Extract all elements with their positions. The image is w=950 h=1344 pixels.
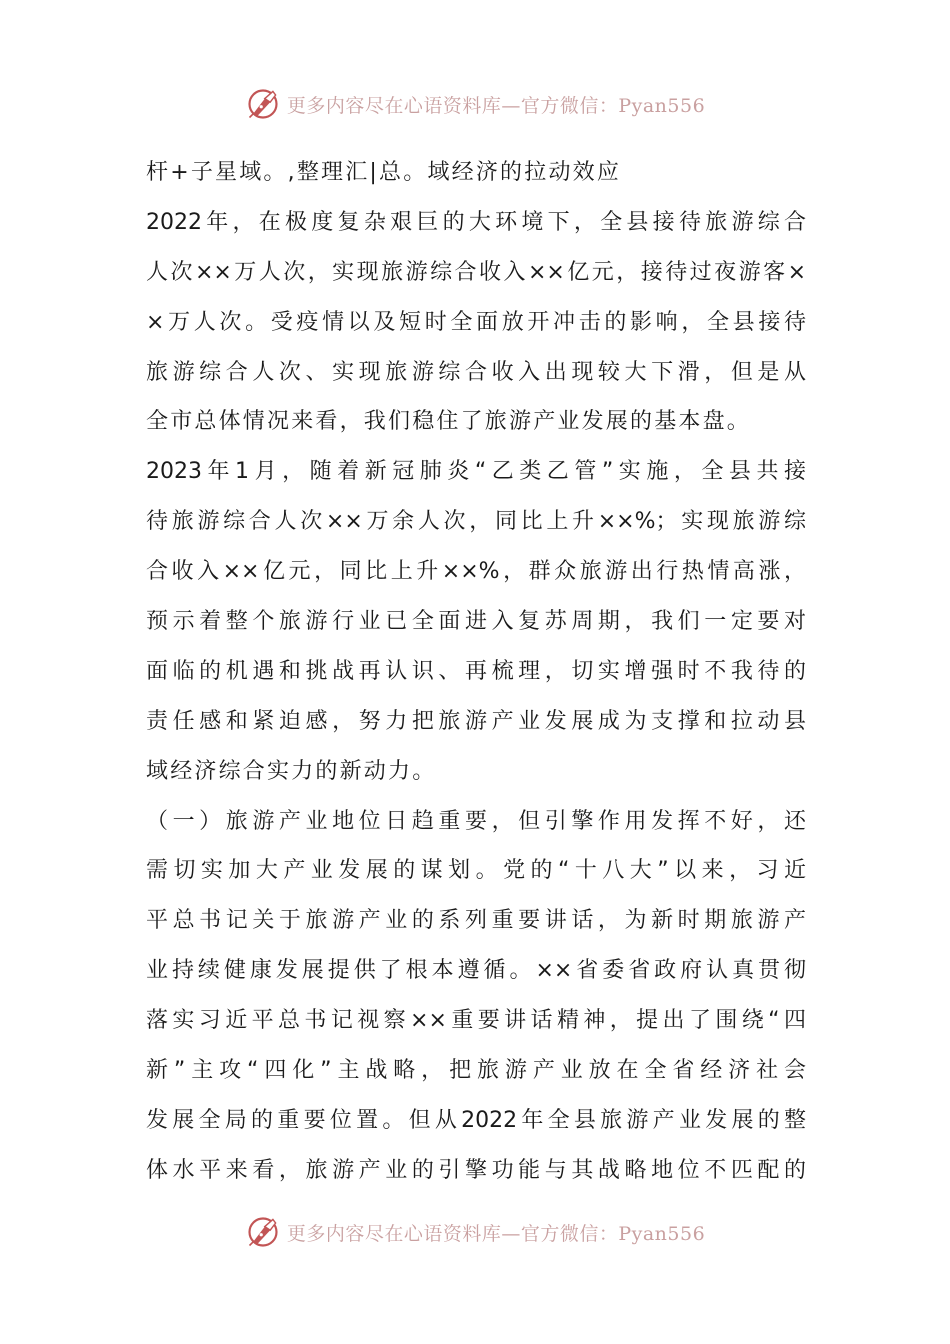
text-line: （一）旅游产业地位日趋重要，但引擎作用发挥不好，还 [146, 808, 806, 834]
text-line: 新”主攻“四化”主战略，把旅游产业放在全省经济社会 [146, 1058, 806, 1084]
text-line: 2023年1月，随着新冠肺炎“乙类乙管”实施，全县共接 [146, 459, 806, 485]
text-line: 全市总体情况来看，我们稳住了旅游产业发展的基本盘。 [146, 409, 752, 435]
text-line: 发展全局的重要位置。但从2022年全县旅游产业发展的整 [146, 1107, 806, 1133]
text-line: 人次××万人次，实现旅游综合收入××亿元，接待过夜游客× [146, 259, 806, 285]
text-line: 合收入××亿元，同比上升××%，群众旅游出行热情高涨， [146, 559, 806, 585]
pen-nib-logo-icon [245, 1214, 281, 1250]
text-line: ×万人次。受疫情以及短时全面放开冲击的影响，全县接待 [146, 309, 806, 335]
text-line: 需切实加大产业发展的谋划。党的“十八大”以来，习近 [146, 858, 806, 884]
text-line: 2022年，在极度复杂艰巨的大环境下，全县接待旅游综合 [146, 209, 806, 235]
footer-watermark [0, 1212, 950, 1252]
text-line: 责任感和紧迫感，努力把旅游产业发展成为支撑和拉动县 [146, 708, 806, 734]
document-body [146, 148, 806, 1196]
text-line: 待旅游综合人次××万余人次，同比上升××%；实现旅游综 [146, 509, 806, 535]
text-line: 旅游综合人次、实现旅游综合收入出现较大下滑，但是从 [146, 359, 806, 385]
text-line: 体水平来看，旅游产业的引擎功能与其战略地位不匹配的 [146, 1157, 806, 1183]
text-line: 域经济综合实力的新动力。 [146, 758, 437, 784]
header-watermark [0, 84, 950, 124]
text-line: 业持续健康发展提供了根本遵循。××省委省政府认真贯彻 [146, 958, 806, 984]
text-line: 面临的机遇和挑战再认识、再梳理，切实增强时不我待的 [146, 658, 806, 684]
watermark-text: 更多内容尽在心语资料库—官方微信：Pyan556 [286, 1222, 706, 1245]
text-line: 落实习近平总书记视察××重要讲话精神，提出了围绕“四 [146, 1008, 806, 1034]
text-line: 杆+子星域。,整理汇|总。域经济的拉动效应 [146, 160, 622, 185]
watermark-text: 更多内容尽在心语资料库—官方微信：Pyan556 [286, 94, 706, 117]
pen-nib-logo-icon [245, 86, 281, 122]
text-line: 平总书记关于旅游产业的系列重要讲话，为新时期旅游产 [146, 908, 806, 934]
text-line: 预示着整个旅游行业已全面进入复苏周期，我们一定要对 [146, 609, 806, 635]
